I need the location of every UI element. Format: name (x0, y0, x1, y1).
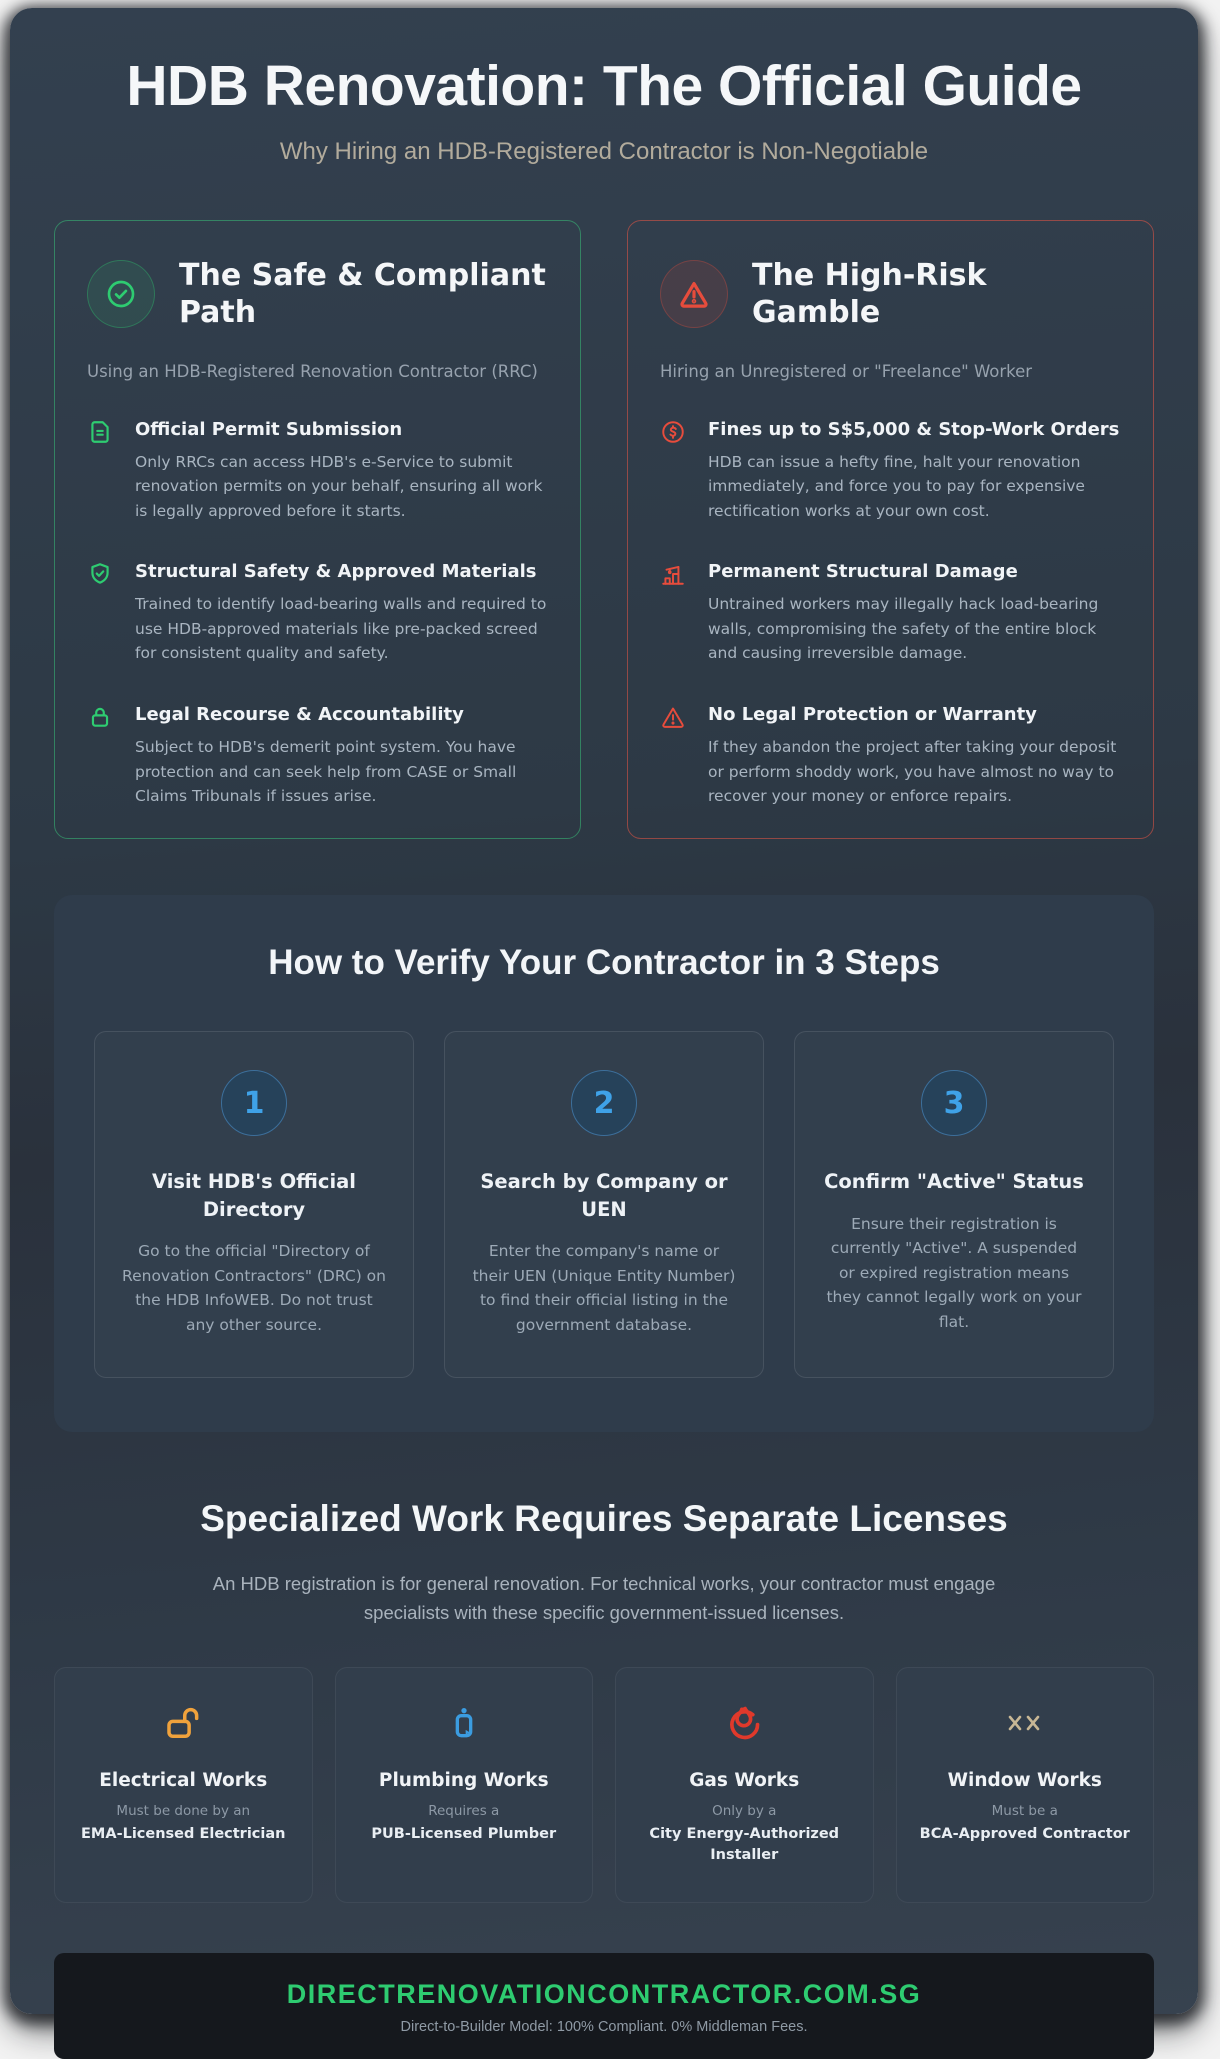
licenses-section-title: Specialized Work Requires Separate Licenses (200, 1498, 1008, 1539)
list-item-text: Subject to HDB's demerit point system. You have protection and can seek help from CASE or Small Claims Tribunals if issues arise. (135, 738, 517, 805)
license-card-subtext: Must be done by an (116, 1803, 251, 1820)
list-item (87, 417, 548, 524)
step-title: Confirm "Active" Status (824, 1170, 1084, 1194)
license-card-plumbing (335, 1667, 594, 1902)
list-item-text: HDB can issue a hefty fine, halt your renovation immediately, and force you to pay for expensive rectification works at your own cost. (708, 452, 1085, 520)
list-item (660, 559, 1121, 666)
license-card-requirement: PUB-Licensed Plumber (371, 1825, 557, 1842)
step-card-1 (94, 1031, 414, 1378)
risk-card-header (660, 257, 1121, 332)
list-item-title: Structural Safety & Approved Materials (135, 561, 537, 583)
footer-tagline: Direct-to-Builder Model: 100% Compliant. 0% Middleman Fees. (400, 2018, 808, 2035)
window-cross-icon (913, 1700, 1138, 1748)
step-card-3 (794, 1031, 1114, 1378)
license-card-subtext: Must be a (991, 1803, 1058, 1820)
list-item (660, 417, 1121, 524)
step-title: Visit HDB's Official Directory (152, 1170, 356, 1221)
license-card-requirement: City Energy-Authorized Installer (649, 1825, 840, 1863)
lock-icon (87, 702, 115, 809)
water-fixture-icon (352, 1700, 577, 1748)
license-card-subtext: Only by a (712, 1803, 777, 1820)
step-number-badge: 1 (221, 1070, 287, 1136)
crane-demolition-icon (660, 559, 688, 666)
document-icon (87, 417, 115, 524)
safe-card-subtitle: Using an HDB-Registered Renovation Contractor (RRC) (87, 361, 538, 381)
footer-banner (54, 1953, 1154, 2059)
license-card-window (896, 1667, 1155, 1902)
safe-card-title: The Safe & Compliant Path (179, 257, 546, 331)
risk-card-title: The High-Risk Gamble (752, 257, 987, 331)
high-risk-card (627, 220, 1154, 840)
check-circle-badge (87, 260, 155, 328)
check-circle-icon (105, 278, 137, 310)
risk-card-subtitle: Hiring an Unregistered or "Freelance" Worker (660, 361, 1033, 381)
warning-triangle-icon (678, 278, 710, 310)
licenses-intro: An HDB registration is for general renovation. For technical works, your contractor must engage specialists with these specific government-issued licenses. (212, 1573, 996, 1623)
list-item-text: Untrained workers may illegally hack load-bearing walls, compromising the safety of the entire block and causing irreversible damage. (708, 595, 1099, 663)
page-title: HDB Renovation: The Official Guide (126, 54, 1082, 118)
license-card-title: Gas Works (689, 1770, 800, 1792)
alert-triangle-icon (660, 702, 688, 809)
verify-section (54, 895, 1154, 1432)
license-card-title: Window Works (947, 1770, 1102, 1792)
step-text: Ensure their registration is currently "Active". A suspended or expired registration means they cannot legally work on your flat. (826, 1214, 1082, 1331)
step-text: Go to the official "Directory of Renovation Contractors" (DRC) on the HDB InfoWEB. Do not trust any other source. (122, 1242, 386, 1334)
step-card-2 (444, 1031, 764, 1378)
license-card-subtext: Requires a (428, 1803, 500, 1820)
step-number-badge: 2 (571, 1070, 637, 1136)
fine-coin-icon (660, 417, 688, 524)
list-item (87, 559, 548, 666)
shield-check-icon (87, 559, 115, 666)
license-card-title: Plumbing Works (378, 1770, 549, 1792)
safe-card-items (87, 417, 548, 809)
safe-path-card (54, 220, 581, 840)
license-cards-row (54, 1667, 1154, 1902)
warning-badge (660, 260, 728, 328)
list-item (660, 702, 1121, 809)
list-item-title: No Legal Protection or Warranty (708, 703, 1037, 725)
verify-section-title: How to Verify Your Contractor in 3 Steps (268, 943, 940, 983)
license-card-gas (615, 1667, 874, 1902)
list-item-text: If they abandon the project after taking your deposit or perform shoddy work, you have almost no way to recover your money or enforce repairs. (708, 738, 1117, 805)
list-item-title: Permanent Structural Damage (708, 561, 1018, 583)
list-item-title: Legal Recourse & Accountability (135, 703, 464, 725)
website-link[interactable]: DIRECTRENOVATIONCONTRACTOR.COM.SG (286, 1978, 922, 2009)
list-item-text: Trained to identify load-bearing walls and required to use HDB-approved materials like pre-packed screed for consistent quality and safety. (135, 595, 547, 663)
license-card-electrical (54, 1667, 313, 1902)
step-text: Enter the company's name or their UEN (Unique Entity Number) to find their official listing in the government database. (472, 1242, 736, 1334)
list-item-text: Only RRCs can access HDB's e-Service to submit renovation permits on your behalf, ensuring all work is legally approved before it starts. (135, 452, 543, 520)
comparison-section (54, 220, 1154, 840)
page-subtitle: Why Hiring an HDB-Registered Contractor is Non-Negotiable (279, 137, 929, 165)
list-item-title: Fines up to S$5,000 & Stop-Work Orders (708, 418, 1120, 440)
list-item (87, 702, 548, 809)
step-title: Search by Company or UEN (480, 1170, 728, 1221)
step-number-badge: 3 (921, 1070, 987, 1136)
steps-row (94, 1031, 1114, 1378)
safe-card-header (87, 257, 548, 332)
list-item-title: Official Permit Submission (135, 418, 403, 440)
flame-icon (632, 1700, 857, 1748)
open-lock-icon (71, 1700, 296, 1748)
license-card-title: Electrical Works (99, 1770, 268, 1792)
infographic-poster (10, 8, 1198, 2035)
license-card-requirement: BCA-Approved Contractor (919, 1825, 1130, 1842)
license-card-requirement: EMA-Licensed Electrician (81, 1825, 286, 1842)
risk-card-items (660, 417, 1121, 809)
